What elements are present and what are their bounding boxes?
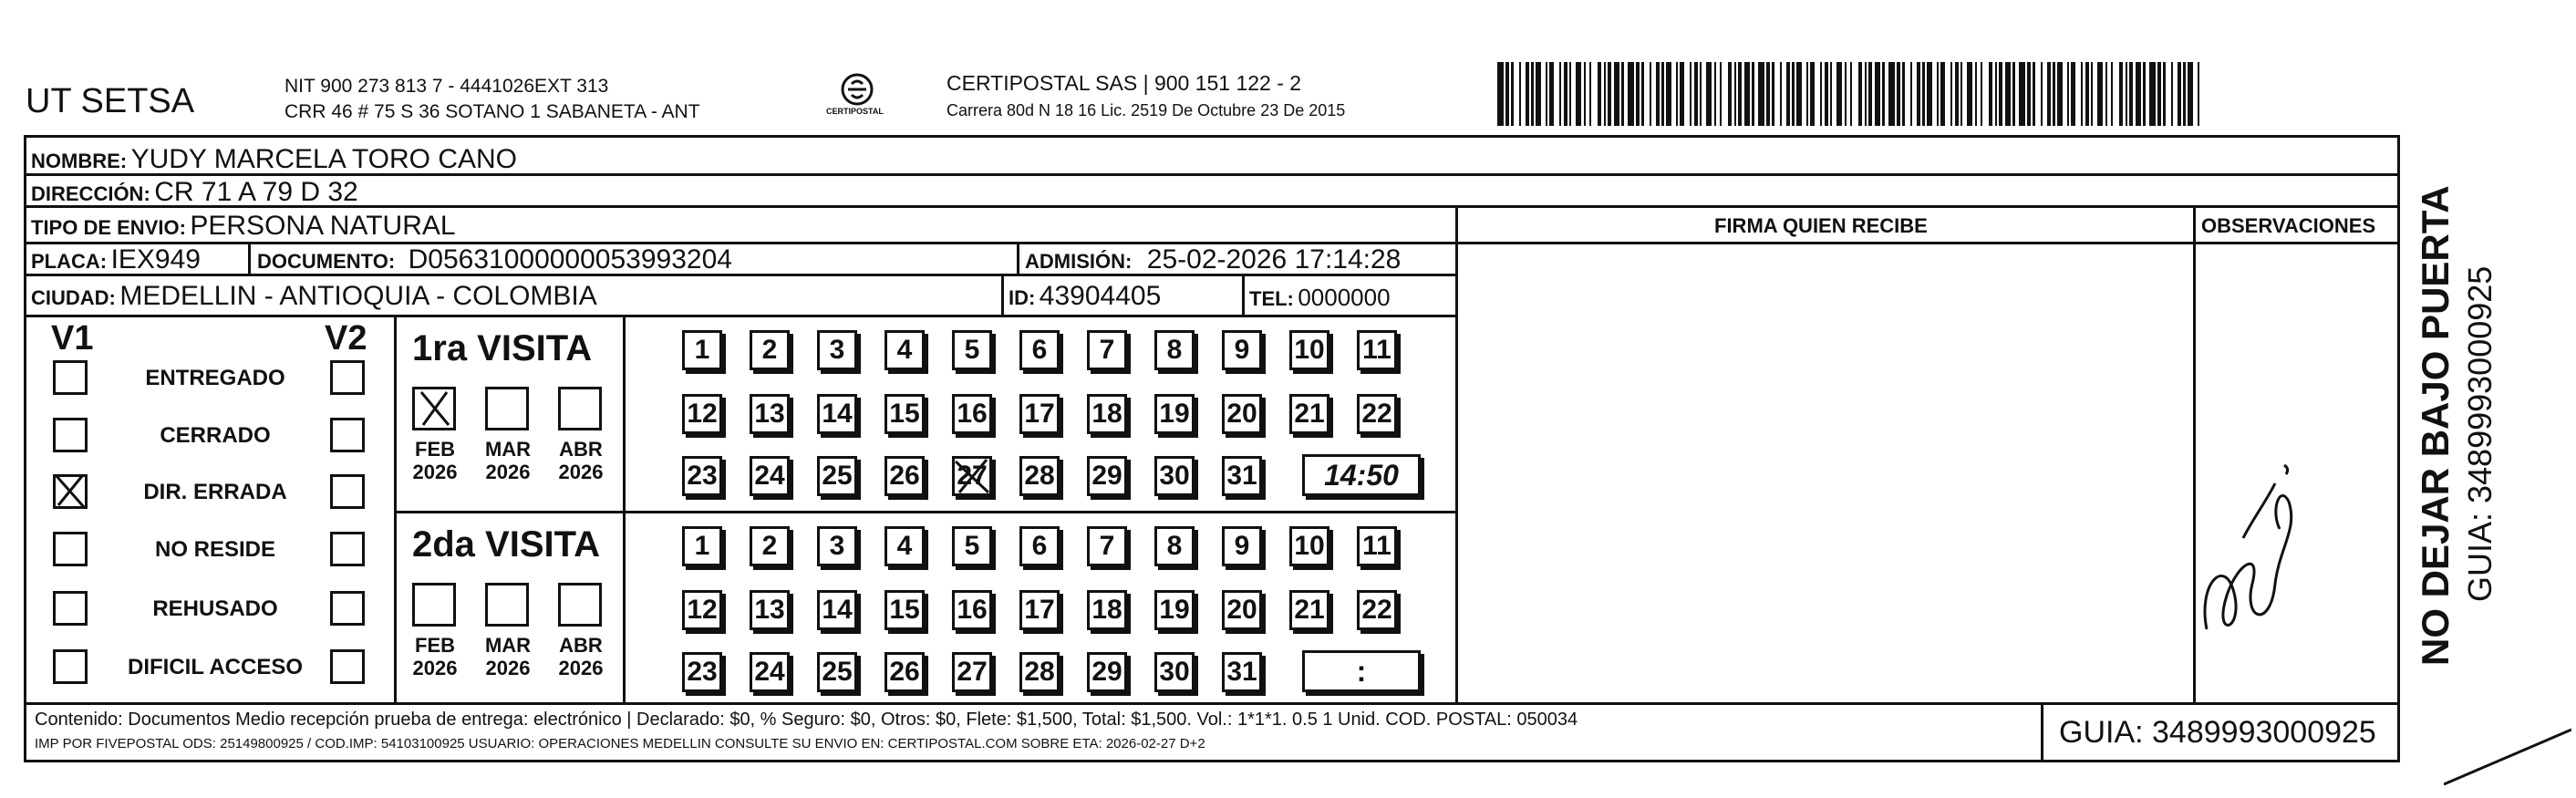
day-number: 1: [694, 531, 710, 561]
day-number: 6: [1031, 531, 1048, 561]
month-label: [549, 438, 613, 484]
day-number: 11: [1362, 335, 1391, 365]
placa-value: IEX949: [110, 244, 201, 275]
day-box[interactable]: [1154, 456, 1195, 496]
day-number: 31: [1226, 461, 1257, 491]
day-number: 29: [1091, 461, 1122, 491]
v2-checkbox[interactable]: [330, 532, 365, 566]
nombre-value: YUDY MARCELA TORO CANO: [130, 144, 518, 174]
day-number: 17: [1024, 595, 1055, 625]
tel-label: TEL:: [1249, 287, 1294, 310]
day-number: 24: [754, 657, 785, 687]
month-checkbox[interactable]: [558, 387, 602, 430]
day-number: 23: [687, 461, 718, 491]
day-box[interactable]: [682, 652, 722, 692]
address-line: CRR 46 # 75 S 36 SOTANO 1 SABANETA - ANT: [284, 101, 700, 122]
id-label: ID:: [1009, 286, 1036, 309]
direccion-field: [31, 179, 358, 206]
day-number: 28: [1024, 461, 1055, 491]
day-number: 20: [1226, 595, 1257, 625]
day-number: 1: [694, 335, 710, 365]
day-box[interactable]: [1087, 330, 1127, 370]
day-number: 15: [889, 399, 920, 429]
day-box[interactable]: [952, 394, 992, 434]
v1-checkbox[interactable]: [53, 532, 88, 566]
status-option-label: DIR. ERRADA: [143, 480, 287, 504]
day-box[interactable]: [1222, 526, 1262, 566]
day-box[interactable]: [682, 330, 722, 370]
documento-value: D05631000000053993204: [408, 244, 732, 275]
documento-field: [257, 246, 732, 274]
id-field: [1009, 283, 1161, 310]
day-number: 21: [1294, 595, 1325, 625]
ciudad-value: MEDELLIN - ANTIOQUIA - COLOMBIA: [119, 281, 597, 311]
day-box[interactable]: [1087, 526, 1127, 566]
tipo-envio-field: [31, 212, 456, 240]
day-number: 16: [957, 595, 988, 625]
day-number: 14: [822, 399, 853, 429]
day-box[interactable]: [1154, 652, 1195, 692]
v2-header: V2: [325, 319, 367, 358]
visit-title: 2da VISITA: [412, 524, 600, 565]
certipostal-logo: [826, 69, 885, 124]
day-number: 25: [822, 657, 853, 687]
day-number: 28: [1024, 657, 1055, 687]
time-box[interactable]: [1302, 454, 1421, 496]
day-number: 15: [889, 595, 920, 625]
day-box[interactable]: [952, 526, 992, 566]
id-value: 43904405: [1039, 281, 1162, 311]
day-box[interactable]: [817, 330, 857, 370]
day-number: 31: [1226, 657, 1257, 687]
visit-title: 1ra VISITA: [412, 328, 593, 368]
day-box[interactable]: [682, 394, 722, 434]
day-number: 11: [1362, 531, 1391, 561]
day-number: 27: [957, 657, 988, 687]
day-box[interactable]: [750, 394, 790, 434]
day-number: 26: [889, 657, 920, 687]
day-number: 7: [1099, 531, 1115, 561]
month-year: 2026: [485, 657, 531, 680]
day-number: 7: [1099, 335, 1115, 365]
month-name: MAR: [484, 438, 532, 461]
day-box[interactable]: [1019, 330, 1060, 370]
day-number: 19: [1159, 399, 1190, 429]
day-box[interactable]: [1087, 394, 1127, 434]
v2-checkbox[interactable]: [330, 418, 365, 452]
direccion-value: CR 71 A 79 D 32: [154, 177, 358, 207]
contenido-line: Contenido: Documentos Medio recepción prueba de entrega: electrónico | Declarado: $0, % Seguro: $0, Otros: $0, Flete: $1,500, Total: $1,500. Vol.: 1*1*1. 0.5 1 Unid. COD. POSTAL: 050034: [35, 710, 1578, 730]
day-box[interactable]: [817, 652, 857, 692]
day-box[interactable]: [1019, 652, 1060, 692]
day-box[interactable]: [1357, 330, 1397, 370]
day-number: 8: [1166, 531, 1183, 561]
status-option-label: ENTREGADO: [145, 366, 285, 390]
day-box[interactable]: [1019, 526, 1060, 566]
v2-checkbox[interactable]: [330, 649, 365, 684]
day-box[interactable]: [885, 590, 925, 630]
day-box[interactable]: [750, 330, 790, 370]
day-number: 30: [1159, 461, 1190, 491]
license-line: Carrera 80d N 18 16 Lic. 2519 De Octubre 23 De 2015: [947, 101, 1346, 119]
day-number: 26: [889, 461, 920, 491]
admision-value: 25-02-2026 17:14:28: [1146, 244, 1402, 275]
admision-field: [1025, 246, 1401, 274]
month-checkbox[interactable]: [412, 583, 456, 627]
day-box[interactable]: [682, 456, 722, 496]
v1-checkbox[interactable]: [53, 591, 88, 626]
day-box[interactable]: [1154, 526, 1195, 566]
day-box[interactable]: [1289, 330, 1329, 370]
day-box[interactable]: [1154, 590, 1195, 630]
day-box[interactable]: [1019, 456, 1060, 496]
recipient-signature: [2188, 447, 2307, 648]
day-box[interactable]: [750, 456, 790, 496]
day-number: 20: [1226, 399, 1257, 429]
tel-value: 0000000: [1298, 284, 1391, 311]
tipo-envio-label: TIPO DE ENVIO:: [31, 216, 186, 239]
day-box[interactable]: [885, 526, 925, 566]
day-number: 22: [1361, 399, 1392, 429]
day-number: 18: [1091, 399, 1122, 429]
day-box[interactable]: [750, 526, 790, 566]
time-box[interactable]: [1302, 650, 1421, 692]
day-box[interactable]: [1154, 394, 1195, 434]
direccion-label: DIRECCIÓN:: [31, 182, 150, 205]
certipostal-line: CERTIPOSTAL SAS | 900 151 122 - 2: [947, 71, 1302, 95]
day-number: 3: [829, 335, 845, 365]
paper-edge: [2444, 693, 2571, 793]
month-year: 2026: [558, 461, 604, 484]
nombre-field: [31, 146, 517, 173]
day-number: 6: [1031, 335, 1048, 365]
day-box[interactable]: [1222, 456, 1262, 496]
firma-header: FIRMA QUIEN RECIBE: [1714, 214, 1928, 237]
month-year: 2026: [558, 657, 604, 680]
no-dejar-bajo-puerta: NO DEJAR BAJO PUERTA: [2414, 185, 2457, 666]
day-box[interactable]: [1087, 590, 1127, 630]
month-label: [476, 634, 540, 680]
day-number: 10: [1294, 335, 1325, 365]
day-number: 5: [964, 335, 980, 365]
day-box[interactable]: [750, 590, 790, 630]
month-checkbox[interactable]: [412, 387, 456, 430]
month-name: ABR: [559, 438, 603, 461]
tipo-envio-value: PERSONA NATURAL: [190, 211, 456, 241]
day-number: 12: [687, 595, 718, 625]
v2-checkbox[interactable]: [330, 474, 365, 509]
nombre-label: NOMBRE:: [31, 150, 128, 172]
day-box[interactable]: [817, 526, 857, 566]
month-checkbox[interactable]: [485, 583, 529, 627]
v1-checkbox[interactable]: [53, 649, 88, 684]
month-year: 2026: [412, 657, 458, 680]
day-box[interactable]: [885, 456, 925, 496]
x-mark-icon: [952, 456, 992, 496]
day-number: 3: [829, 531, 845, 561]
day-number: 16: [957, 399, 988, 429]
month-name: FEB: [415, 438, 455, 461]
day-box[interactable]: [817, 394, 857, 434]
side-guia: GUIA: 3489993000925: [2461, 265, 2498, 602]
day-number: 22: [1361, 595, 1392, 625]
day-box[interactable]: [1289, 526, 1329, 566]
day-box[interactable]: [952, 590, 992, 630]
admision-label: ADMISIÓN:: [1025, 250, 1133, 273]
day-number: 4: [896, 531, 913, 561]
day-number: 5: [964, 531, 980, 561]
day-number: 30: [1159, 657, 1190, 687]
day-box[interactable]: [1222, 330, 1262, 370]
day-number: 24: [754, 461, 785, 491]
month-year: 2026: [485, 461, 531, 484]
day-box[interactable]: [1357, 526, 1397, 566]
x-mark-icon: [53, 474, 88, 509]
placa-field: [31, 246, 201, 274]
month-label: [476, 438, 540, 484]
ciudad-field: [31, 283, 597, 310]
day-box[interactable]: [1222, 394, 1262, 434]
month-checkbox[interactable]: [485, 387, 529, 430]
day-number: 14: [822, 595, 853, 625]
day-number: 25: [822, 461, 853, 491]
day-number: 27: [957, 461, 988, 491]
day-number: 13: [754, 399, 785, 429]
day-box[interactable]: [682, 590, 722, 630]
logo-text: CERTIPOSTAL: [826, 107, 884, 116]
month-year: 2026: [412, 461, 458, 484]
day-box[interactable]: [1357, 394, 1397, 434]
status-option-label: CERRADO: [160, 423, 271, 448]
day-number: 8: [1166, 335, 1183, 365]
day-box[interactable]: [885, 394, 925, 434]
month-name: ABR: [559, 634, 603, 657]
day-box[interactable]: [1087, 652, 1127, 692]
day-box[interactable]: [1019, 590, 1060, 630]
v1-header: V1: [51, 319, 94, 358]
day-number: 23: [687, 657, 718, 687]
day-number: 13: [754, 595, 785, 625]
month-name: MAR: [484, 634, 532, 657]
day-number: 19: [1159, 595, 1190, 625]
day-number: 2: [761, 531, 778, 561]
day-box[interactable]: [1289, 590, 1329, 630]
day-number: 12: [687, 399, 718, 429]
placa-label: PLACA:: [31, 250, 108, 273]
documento-label: DOCUMENTO:: [257, 250, 396, 273]
day-number: 2: [761, 335, 778, 365]
day-number: 29: [1091, 657, 1122, 687]
v2-checkbox[interactable]: [330, 591, 365, 626]
month-label: [403, 634, 467, 680]
day-box[interactable]: [952, 330, 992, 370]
day-box[interactable]: [952, 652, 992, 692]
day-number: 9: [1234, 335, 1250, 365]
month-name: FEB: [415, 634, 455, 657]
status-option-label: REHUSADO: [152, 596, 278, 621]
month-label: [549, 634, 613, 680]
time-value: 14:50: [1324, 458, 1399, 492]
day-number: 21: [1294, 399, 1325, 429]
imp-line: IMP POR FIVEPOSTAL ODS: 25149800925 / COD.IMP: 54103100925 USUARIO: OPERACIONES MEDELLIN CONSULTE SU ENVIO EN: CERTIPOSTAL.COM SOBRE ETA: 2026-02-27 D+2: [35, 736, 1205, 751]
x-mark-icon: [412, 387, 456, 430]
day-box[interactable]: [952, 456, 992, 496]
day-box[interactable]: [885, 652, 925, 692]
status-option-label: DIFICIL ACCESO: [127, 655, 303, 679]
status-option-label: NO RESIDE: [154, 537, 276, 562]
v1-checkbox[interactable]: [53, 474, 88, 509]
day-box[interactable]: [1289, 394, 1329, 434]
day-box[interactable]: [682, 526, 722, 566]
day-number: 4: [896, 335, 913, 365]
day-box[interactable]: [1357, 590, 1397, 630]
tel-field: [1249, 285, 1391, 309]
day-box[interactable]: [1222, 652, 1262, 692]
day-number: 9: [1234, 531, 1250, 561]
v2-checkbox[interactable]: [330, 360, 365, 395]
day-box[interactable]: [817, 590, 857, 630]
footer-guia: GUIA: 3489993000925: [2059, 715, 2376, 750]
observaciones-header: OBSERVACIONES: [2201, 214, 2376, 237]
day-number: 10: [1294, 531, 1325, 561]
day-box[interactable]: [1154, 330, 1195, 370]
day-box[interactable]: [1222, 590, 1262, 630]
ciudad-label: CIUDAD:: [31, 286, 116, 309]
v1-checkbox[interactable]: [53, 418, 88, 452]
day-box[interactable]: [750, 652, 790, 692]
day-box[interactable]: [817, 456, 857, 496]
month-checkbox[interactable]: [558, 583, 602, 627]
v1-checkbox[interactable]: [53, 360, 88, 395]
day-number: 18: [1091, 595, 1122, 625]
day-box[interactable]: [1087, 456, 1127, 496]
day-box[interactable]: [885, 330, 925, 370]
month-label: [403, 438, 467, 484]
day-box[interactable]: [1019, 394, 1060, 434]
time-value: :: [1356, 654, 1367, 688]
company-name: UT SETSA: [26, 82, 195, 120]
day-number: 17: [1024, 399, 1055, 429]
nit-line: NIT 900 273 813 7 - 4441026EXT 313: [284, 76, 609, 97]
barcode: [1497, 62, 2199, 126]
